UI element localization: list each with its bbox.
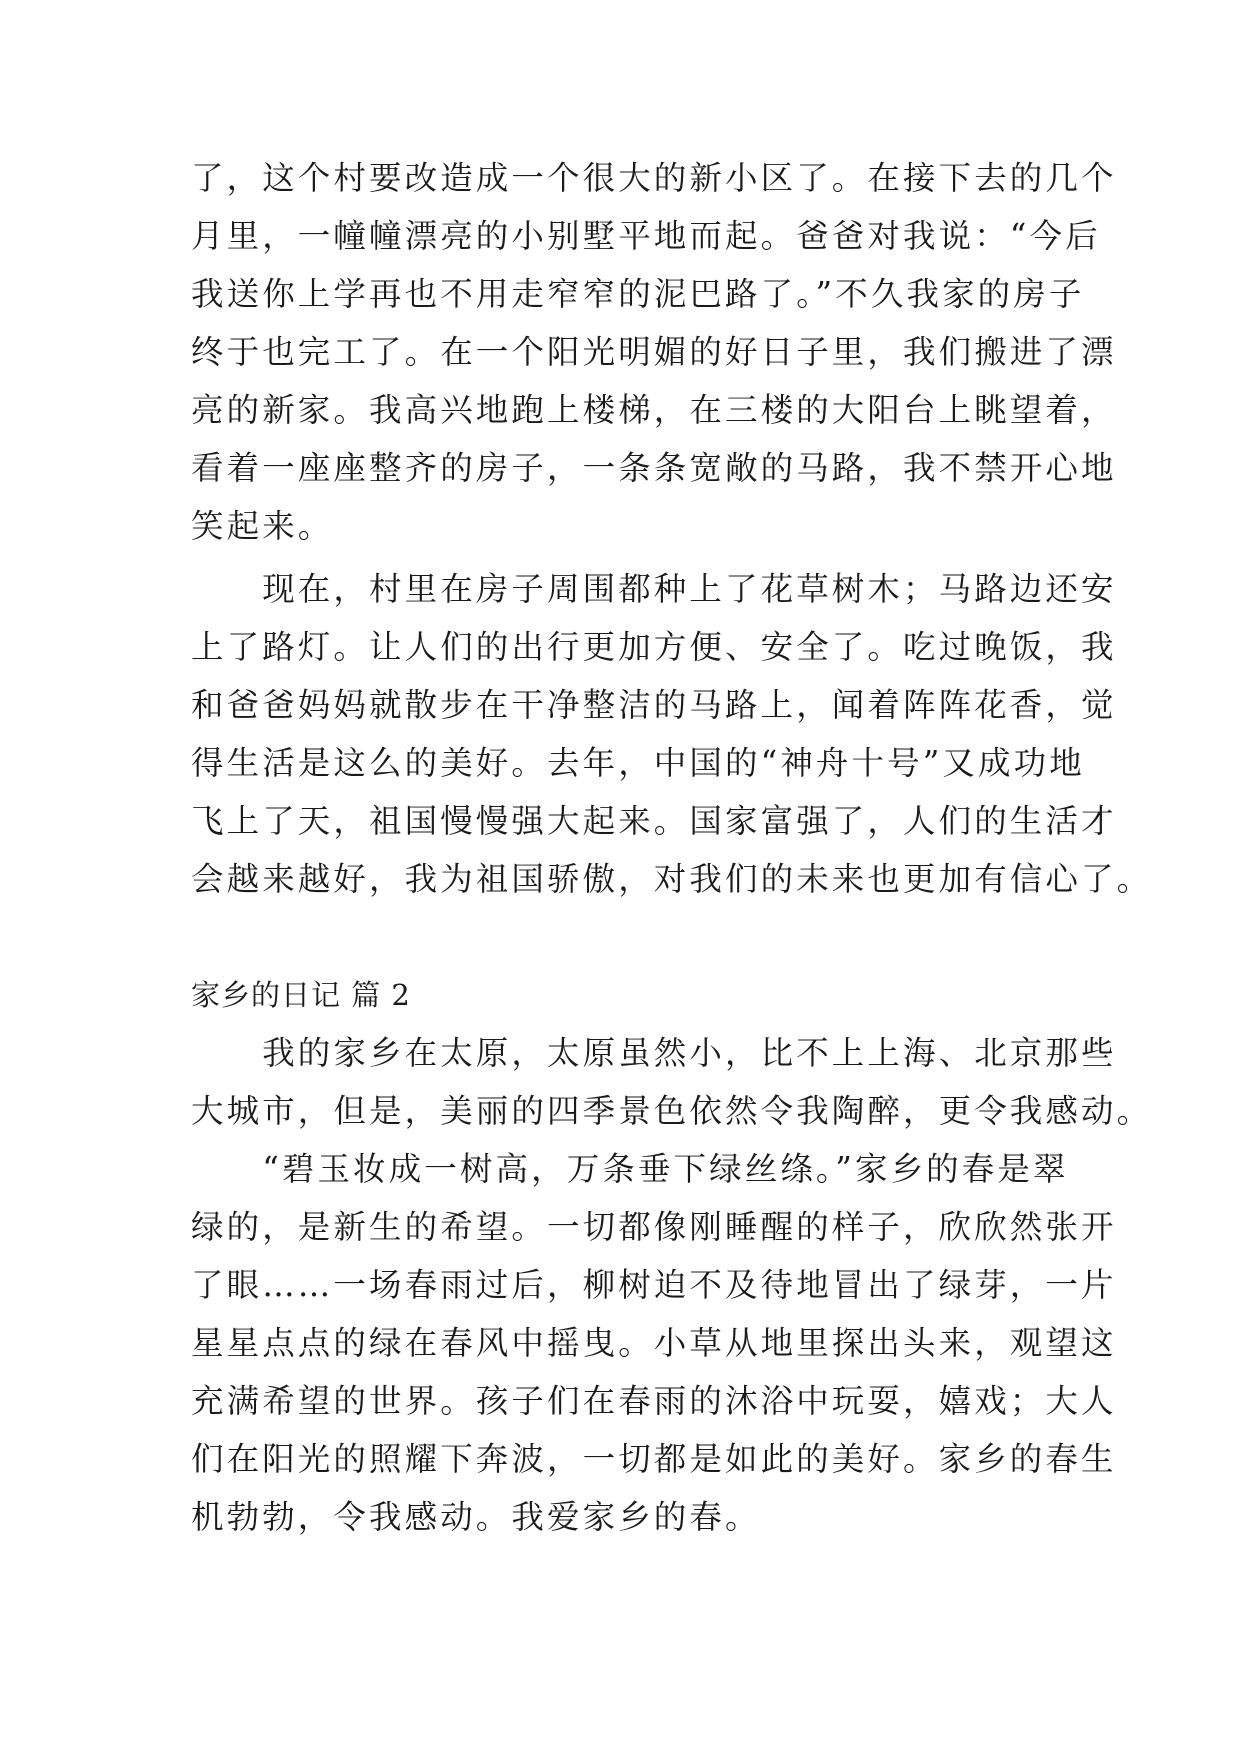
paragraph-line: 飞上了天，祖国慢慢强大起来。国家富强了，人们的生活才	[191, 802, 1117, 840]
paragraph-line: 和爸爸妈妈就散步在干净整洁的马路上，闻着阵阵花香，觉	[191, 686, 1117, 724]
paragraph-line: 机勃勃，令我感动。我爱家乡的春。	[191, 1498, 761, 1536]
paragraph-line: 充满希望的世界。孩子们在春雨的沐浴中玩耍，嬉戏；大人	[191, 1382, 1117, 1420]
paragraph-line: 笑起来。	[191, 507, 334, 545]
paragraph-line: 亮的新家。我高兴地跑上楼梯，在三楼的大阳台上眺望着，	[191, 391, 1117, 429]
section-heading: 家乡的日记 篇 2	[191, 978, 411, 1012]
paragraph-line: 绿的，是新生的希望。一切都像刚睡醒的样子，欣欣然张开	[191, 1208, 1117, 1246]
paragraph-line: 了眼……一场春雨过后，柳树迫不及待地冒出了绿芽，一片	[191, 1266, 1117, 1304]
paragraph-line: 现在，村里在房子周围都种上了花草树木；马路边还安	[191, 570, 1117, 608]
paragraph-line: 我送你上学再也不用走窄窄的泥巴路了。”不久我家的房子	[191, 275, 1085, 313]
paragraph-line: 星星点点的绿在春风中摇曳。小草从地里探出头来，观望这	[191, 1324, 1117, 1362]
paragraph-line: 看着一座座整齐的房子，一条条宽敞的马路，我不禁开心地	[191, 449, 1117, 487]
paragraph-line: 们在阳光的照耀下奔波，一切都是如此的美好。家乡的春生	[191, 1440, 1117, 1478]
paragraph-line: 月里，一幢幢漂亮的小别墅平地而起。爸爸对我说：“今后	[191, 217, 1101, 255]
paragraph-line: 得生活是这么的美好。去年，中国的“神舟十号”又成功地	[191, 744, 1085, 782]
paragraph-line: 我的家乡在太原，太原虽然小，比不上上海、北京那些	[191, 1034, 1117, 1072]
paragraph-line: 了，这个村要改造成一个很大的新小区了。在接下去的几个	[191, 159, 1117, 197]
paragraph-line: 上了路灯。让人们的出行更加方便、安全了。吃过晚饭，我	[191, 628, 1117, 666]
paragraph-line: “碧玉妆成一树高，万条垂下绿丝绦。”家乡的春是翠	[191, 1150, 1069, 1188]
paragraph-line: 终于也完工了。在一个阳光明媚的好日子里，我们搬进了漂	[191, 333, 1117, 371]
paragraph-line: 大城市，但是，美丽的四季景色依然令我陶醉，更令我感动。	[191, 1092, 1153, 1130]
paragraph-line: 会越来越好，我为祖国骄傲，对我们的未来也更加有信心了。	[191, 860, 1153, 898]
